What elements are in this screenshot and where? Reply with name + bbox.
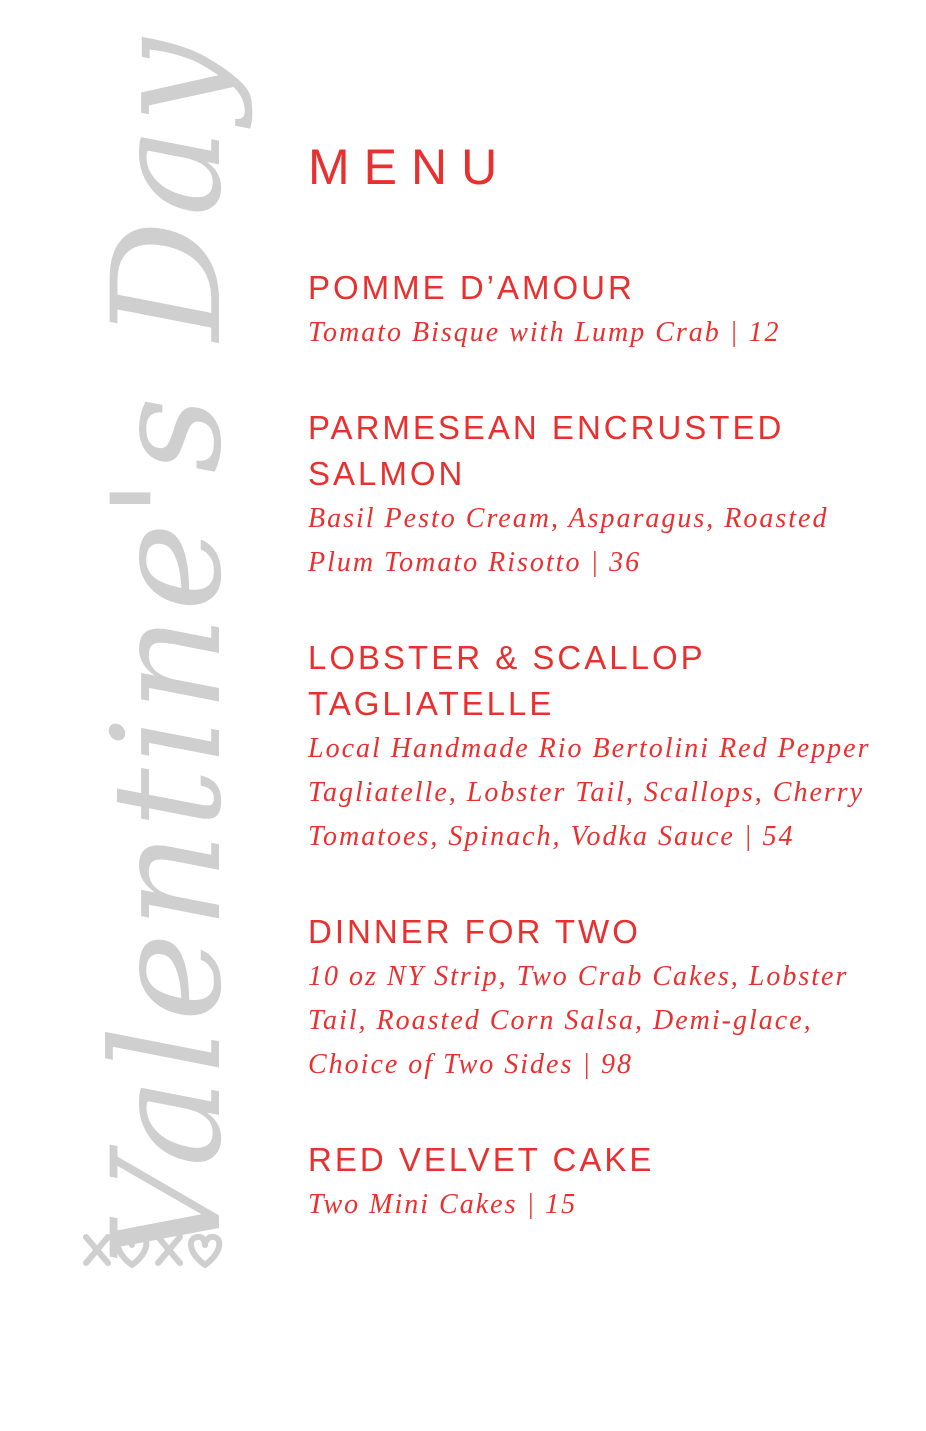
menu-item-description: Basil Pesto Cream, Asparagus, Roasted Plum Tomato Risotto | 36 (308, 503, 829, 578)
menu-item-name: RED VELVET CAKE (308, 1141, 655, 1178)
menu-item-name: DINNER FOR TWO (308, 913, 641, 950)
decorative-script-area (0, 0, 300, 1431)
menu-item-description: Local Handmade Rio Bertolini Red Pepper Tagliatelle, Lobster Tail, Scallops, Cherry Tomatoes, Spinach, Vodka Sauce | 54 (308, 733, 871, 852)
menu-item-name: PARMESEAN ENCRUSTED SALMON (308, 409, 785, 492)
valentines-day-script: Valentine's Day (81, 34, 255, 1266)
menu-item-name: POMME D’AMOUR (308, 269, 635, 306)
menu-item (308, 405, 898, 585)
menu-item (308, 1137, 898, 1227)
menu-item-description: 10 oz NY Strip, Two Crab Cakes, Lobster Tail, Roasted Corn Salsa, Demi-glace, Choice of Two Sides | 98 (308, 961, 849, 1080)
menu-item (308, 265, 898, 355)
menu-item-name: LOBSTER & SCALLOP TAGLIATELLE (308, 639, 706, 722)
xoxo-hearts-icon (80, 1225, 230, 1275)
menu-list (308, 140, 898, 1277)
menu-title: MENU (308, 139, 512, 195)
menu-item-description: Two Mini Cakes | 15 (308, 1189, 578, 1220)
menu-item-description: Tomato Bisque with Lump Crab | 12 (308, 317, 781, 348)
menu-item (308, 635, 898, 859)
menu-item (308, 909, 898, 1087)
